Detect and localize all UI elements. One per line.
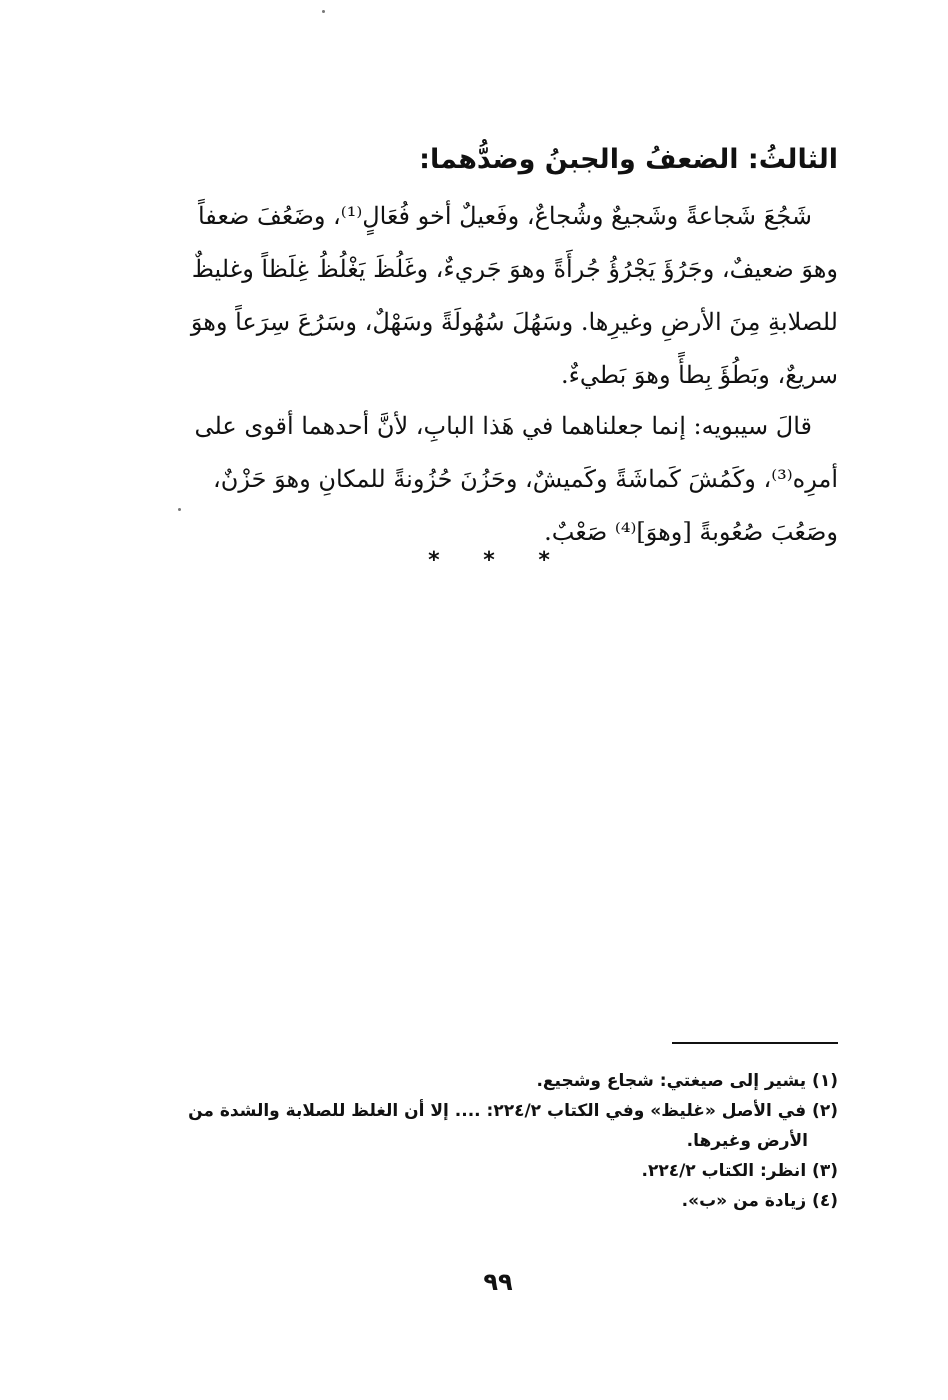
body-paragraph-2: قالَ سيبويه: إنما جعلناهما في هَذا البابِ، لأنَّ أحدهما أقوى على أمرِه⁽³⁾، وكَمُشَ كَماشَةً وكَميشٌ، وحَزُنَ حُزُونةً للمكانِ وهوَ حَزْنٌ، وصَعُبَ صُعُوبةً [وهوَ]⁽⁴⁾ صَعْبٌ. [194, 412, 838, 546]
footnote-2: (٢) في الأصل «غليظ» وفي الكتاب ٢٢٤/٢: .... إلا أن الغلظ للصلابة والشدة من [188, 1101, 838, 1121]
footnote-4: (٤) زيادة من «ب». [681, 1191, 838, 1211]
footnotes [158, 1066, 838, 1216]
page-number: ٩٩ [483, 1268, 513, 1296]
section-separator: * * * [428, 548, 568, 573]
footnote-2-continuation: الأرض وغيرها. [686, 1131, 808, 1151]
footnote-rule [672, 1042, 838, 1044]
footnote-3: (٣) انظر: الكتاب ٢٢٤/٢. [641, 1161, 838, 1181]
section-heading: الثالثُ: الضعفُ والجبنُ وضدُّهما: [419, 144, 838, 175]
scan-speck [322, 10, 325, 13]
body-paragraph-1: شَجُعَ شَجاعةً وشَجيعٌ وشُجاعٌ، وفَعيلٌ أخو فُعَالٍ⁽¹⁾، وضَعُفَ ضعفاً وهوَ ضعيفٌ، وجَرُؤَ يَجْرُؤُ جُرأَةً وهوَ جَريءٌ، وغَلُظَ يَغْلُظُ غِلَظاً وغليظٌ للصلابةِ مِنَ الأرضِ وغيرِها. وسَهُلَ سُهُولَةً وسَهْلٌ، وسَرُعَ سِرَعاً وهوَ سريعٌ، وبَطُؤَ بِطأً وهوَ بَطيءٌ. [190, 202, 838, 389]
footnote-1: (١) يشير إلى صيغتي: شجاع وشجيع. [536, 1071, 838, 1091]
